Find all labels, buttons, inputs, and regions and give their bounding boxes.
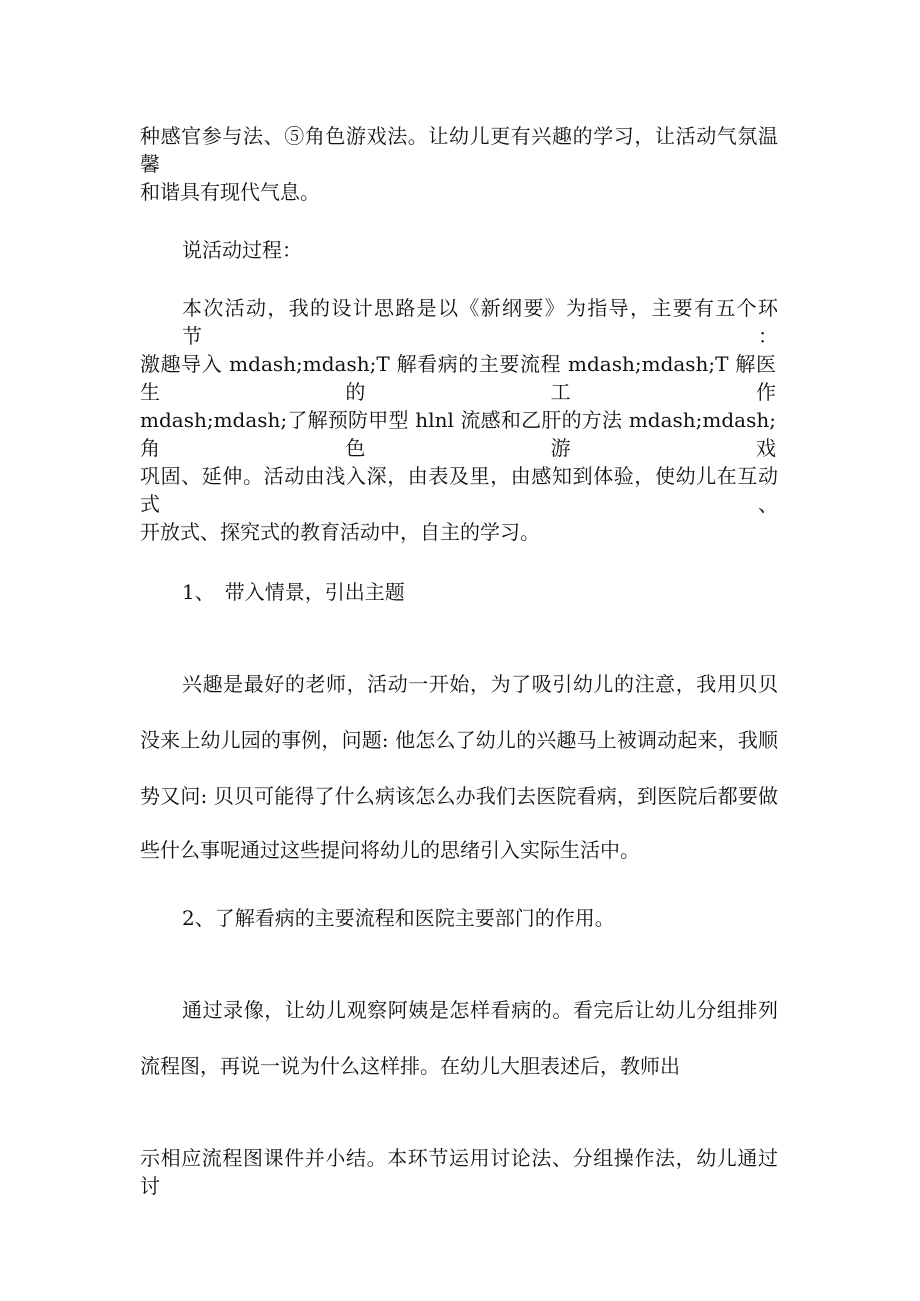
heading-text: 1、 带入情景，引出主题 [182, 580, 405, 604]
text-line: 本次活动，我的设计思路是以《新纲要》为指导，主要有五个环节： [182, 296, 778, 348]
text-line: 和谐具有现代气息。 [140, 180, 320, 204]
text-line: 没来上幼儿园的事例，问题: 他怎么了幼儿的兴趣马上被调动起来，我顺 [140, 728, 778, 752]
text-line: 激趣导入 mdash;mdash;T 解看病的主要流程 mdash;mdash;T 解医生的工作 [140, 352, 776, 404]
text-line: 通过录像，让幼儿观察阿姨是怎样看病的。看完后让幼儿分组排列 [182, 998, 778, 1022]
text-line: 流程图，再说一说为什么这样排。在幼儿大胆表述后，教师出 [140, 1054, 680, 1078]
text-line: 巩固、延伸。活动由浅入深，由表及里，由感知到体验，使幼儿在互动式、 [140, 464, 778, 516]
heading-text: 2、了解看病的主要流程和医院主要部门的作用。 [182, 906, 615, 930]
text-line: 势又问: 贝贝可能得了什么病该怎么办我们去医院看病，到医院后都要做 [140, 784, 778, 808]
text-line: 些什么事呢通过这些提问将幼儿的思绪引入实际生活中。 [140, 838, 640, 862]
text-line: 示相应流程图课件并小结。本环节运用讨论法、分组操作法，幼儿通过讨 [140, 1146, 778, 1198]
heading-text: 说活动过程： [182, 238, 302, 262]
text-line: 兴趣是最好的老师，活动一开始，为了吸引幼儿的注意，我用贝贝 [182, 672, 778, 696]
text-line: mdash;mdash;了解预防甲型 hlnl 流感和乙肝的方法 mdash;mdash;角色游戏 [140, 408, 776, 460]
text-line: 开放式、探究式的教育活动中，自主的学习。 [140, 520, 540, 544]
text-line: 种感官参与法、⑤角色游戏法。让幼儿更有兴趣的学习，让活动气氛温馨 [140, 124, 778, 176]
